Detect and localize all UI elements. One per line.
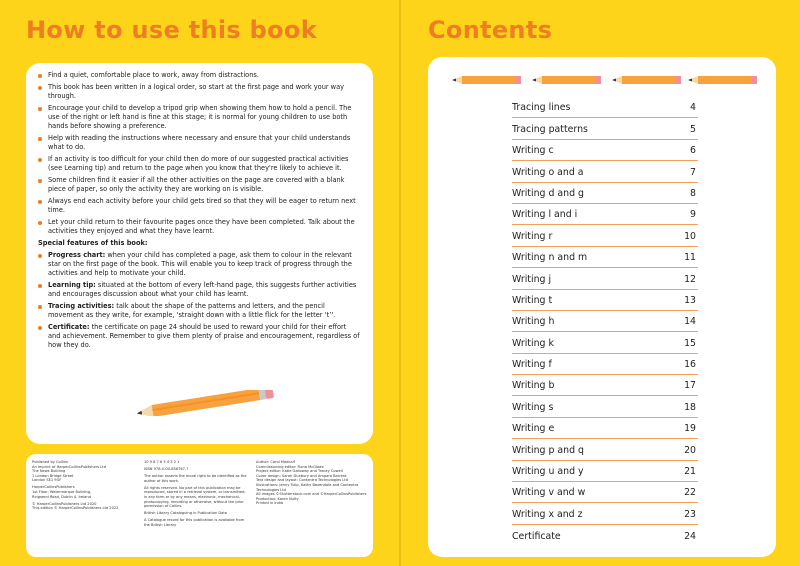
contents-card xyxy=(428,57,776,557)
bullet-dot-icon xyxy=(38,221,42,225)
feature-item xyxy=(38,323,360,351)
instruction-item: Encourage your child to develop a tripod grip when showing them how to hold a pencil. The use of the right or left hand is fine at this stage; it is normal for young children to use both hands before showing a preference. xyxy=(38,104,360,132)
contents-entry[interactable] xyxy=(512,375,698,396)
imprint-publisher: Published by Collins An imprint of HarperCollinsPublishers Ltd The News Building 1 London Bridge Street London SE1 9GF HarperCollinsPublishers 1st Floor, Watermarque Building, Ringsend Road, Dublin 4, Ireland © HarperCollinsPublishers Ltd 2020 This edition © HarperCollinsPublishers Ltd 2022 xyxy=(32,460,119,511)
pencil-icon xyxy=(688,73,758,87)
bullet-dot-icon xyxy=(38,179,42,183)
contents-entry-label: Writing n and m xyxy=(512,252,588,264)
page-title-how-to-use: How to use this book xyxy=(26,16,317,44)
pencil-icon xyxy=(532,73,602,87)
contents-entry[interactable] xyxy=(512,503,698,524)
contents-entry-page: 20 xyxy=(684,444,696,456)
contents-entry-label: Writing x and z xyxy=(512,508,583,520)
contents-entry[interactable] xyxy=(512,439,698,460)
imprint-card xyxy=(26,454,373,557)
contents-entry-label: Writing b xyxy=(512,380,555,392)
contents-entry-page: 15 xyxy=(684,337,696,349)
contents-entry-label: Certificate xyxy=(512,531,561,543)
contents-entry-page: 9 xyxy=(690,209,696,221)
bullet-dot-icon xyxy=(38,74,42,78)
contents-entry-label: Writing o and a xyxy=(512,166,584,178)
contents-entry-label: Writing t xyxy=(512,294,553,306)
contents-entry-label: Writing s xyxy=(512,401,554,413)
feature-text: the certificate on page 24 should be used to reward your child for their effort and achievement. Remember to give them plenty of praise and encouragement, regardless of how they do. xyxy=(48,322,360,350)
bullet-dot-icon xyxy=(38,305,42,309)
bullet-dot-icon xyxy=(38,200,42,204)
contents-entry[interactable] xyxy=(512,418,698,439)
bullet-dot-icon xyxy=(38,284,42,288)
instruction-item: Find a quiet, comfortable place to work, away from distractions. xyxy=(38,71,360,80)
contents-entry-page: 14 xyxy=(684,316,696,328)
contents-entry-page: 24 xyxy=(684,531,696,543)
contents-entry-page: 16 xyxy=(684,359,696,371)
contents-entry[interactable] xyxy=(512,461,698,482)
contents-entry-page: 22 xyxy=(684,487,696,499)
pencil-icon xyxy=(128,390,278,416)
contents-entry-page: 8 xyxy=(690,187,696,199)
contents-entry[interactable] xyxy=(512,161,698,182)
contents-entry-label: Writing u and y xyxy=(512,466,584,478)
contents-entry-page: 10 xyxy=(684,230,696,242)
instructions-list xyxy=(38,71,360,353)
contents-entry-page: 4 xyxy=(690,102,696,114)
feature-term: Certificate: xyxy=(48,322,90,331)
bullet-dot-icon xyxy=(38,107,42,111)
bullet-dot-icon xyxy=(38,326,42,330)
instruction-item: Let your child return to their favourite pages once they have been completed. Talk about the activities they enjoyed and what they have learnt. xyxy=(38,218,360,237)
contents-entry[interactable] xyxy=(512,140,698,161)
page-title-contents: Contents xyxy=(428,16,553,44)
feature-text: situated at the bottom of every left-hand page, this suggests further activities and encourages discussion about what your child has learnt. xyxy=(48,280,357,299)
spread-divider xyxy=(399,0,401,566)
contents-entry-label: Writing v and w xyxy=(512,487,586,499)
contents-entry-label: Writing j xyxy=(512,273,552,285)
contents-entry-page: 17 xyxy=(684,380,696,392)
feature-item xyxy=(38,251,360,279)
instruction-item: Some children find it easier if all the other activities on the page are covered with a blank piece of paper, so only the activity they are working on is visible. xyxy=(38,176,360,195)
feature-term: Learning tip: xyxy=(48,280,96,289)
contents-entry-label: Writing c xyxy=(512,145,554,157)
bullet-dot-icon xyxy=(38,86,42,90)
pencil-row xyxy=(452,73,756,87)
instruction-item: This book has been written in a logical order, so start at the first page and work your way through. xyxy=(38,83,360,102)
contents-entry[interactable] xyxy=(512,354,698,375)
contents-list xyxy=(512,97,698,546)
bullet-dot-icon xyxy=(38,137,42,141)
bullet-dot-icon xyxy=(38,158,42,162)
contents-entry-page: 13 xyxy=(684,294,696,306)
contents-entry[interactable] xyxy=(512,97,698,118)
contents-entry[interactable] xyxy=(512,290,698,311)
contents-entry-label: Writing e xyxy=(512,423,555,435)
feature-text: when your child has completed a page, ask them to colour in the relevant star on the first page of the book. This will enable you to keep track of progress through the activities and help to motivate your child. xyxy=(48,250,352,278)
contents-entry-label: Writing p and q xyxy=(512,444,584,456)
contents-entry-page: 5 xyxy=(690,123,696,135)
bullet-dot-icon xyxy=(38,254,42,258)
contents-entry-page: 21 xyxy=(684,466,696,478)
contents-entry[interactable] xyxy=(512,525,698,546)
instruction-item: Help with reading the instructions where necessary and ensure that your child understands what to do. xyxy=(38,134,360,153)
feature-item xyxy=(38,302,360,321)
imprint-rights: 10 9 8 7 6 5 4 3 2 1 ISBN 978-0-00-856767-7 The author asserts the moral right to be identified as the author of this work. All rights reserved. No part of this publication may be reproduced, stored in a retrieval system, or transmitted, in any form or by any means, electronic, mechanical, photocopying, recording or otherwise, without the prior permission of Collins. British Library Cataloguing in Publication Data A Catalogue record for this publication is available from the British Library xyxy=(144,460,247,528)
contents-entry-label: Writing h xyxy=(512,316,555,328)
instructions-card xyxy=(26,63,373,444)
contents-entry-page: 19 xyxy=(684,423,696,435)
feature-term: Tracing activities: xyxy=(48,301,115,310)
contents-entry-label: Writing r xyxy=(512,230,553,242)
contents-entry-label: Tracing lines xyxy=(512,102,571,114)
contents-entry-page: 18 xyxy=(684,401,696,413)
contents-entry-page: 6 xyxy=(690,145,696,157)
contents-entry-page: 7 xyxy=(690,166,696,178)
feature-text: talk about the shape of the patterns and letters, and the pencil movement as they write, for example, 'straight down with a little flick for the letter ‘t’'. xyxy=(48,301,336,320)
contents-entry[interactable] xyxy=(512,268,698,289)
contents-entry-label: Writing f xyxy=(512,359,552,371)
feature-term: Progress chart: xyxy=(48,250,106,259)
imprint-credits: Author: Carol Medcalf Commissioning editor: Fiona McGlade Project editor: Katie Galloway and Tracey Cowell Cover design: Sarah Duxbury and Amparo Barrera Text design and layout: Contentra Technologies Ltd Illustrations: Jenny Tulip, Kathy Baxendale and Contentra Technologies Ltd All images ©Shutterstock.com and ©HarperCollinsPublishers Production: Karen Nulty Printed in India xyxy=(256,460,367,506)
contents-entry-label: Writing k xyxy=(512,337,554,349)
contents-entry-page: 23 xyxy=(684,508,696,520)
special-features-heading: Special features of this book: xyxy=(38,238,148,247)
feature-item xyxy=(38,281,360,300)
contents-entry-page: 12 xyxy=(684,273,696,285)
contents-entry[interactable] xyxy=(512,183,698,204)
instruction-item: Always end each activity before your child gets tired so that they will be eager to return next time. xyxy=(38,197,360,216)
contents-entry[interactable] xyxy=(512,204,698,225)
contents-entry[interactable] xyxy=(512,311,698,332)
contents-entry-label: Writing l and i xyxy=(512,209,578,221)
contents-entry[interactable] xyxy=(512,332,698,353)
contents-entry-label: Tracing patterns xyxy=(512,123,588,135)
contents-entry[interactable] xyxy=(512,247,698,268)
pencil-icon xyxy=(612,73,682,87)
contents-entry[interactable] xyxy=(512,118,698,139)
contents-entry[interactable] xyxy=(512,482,698,503)
contents-entry[interactable] xyxy=(512,225,698,246)
instruction-item: If an activity is too difficult for your child then do more of our suggested practical activities (see Learning tip) and return to the page when you know that they're likely to achieve it. xyxy=(38,155,360,174)
contents-entry[interactable] xyxy=(512,396,698,417)
contents-entry-page: 11 xyxy=(684,252,696,264)
pencil-icon xyxy=(452,73,522,87)
contents-entry-label: Writing d and g xyxy=(512,187,584,199)
